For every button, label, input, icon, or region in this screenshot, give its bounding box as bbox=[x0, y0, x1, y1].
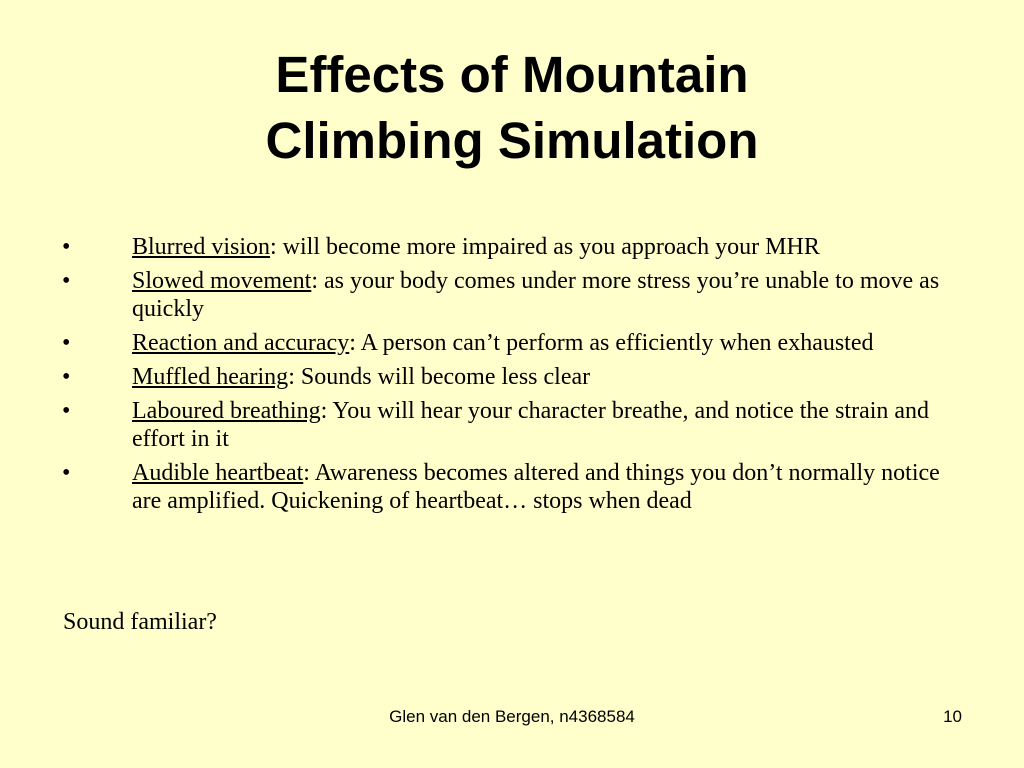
closing-question: Sound familiar? bbox=[63, 609, 217, 635]
page-number: 10 bbox=[943, 707, 962, 726]
bullet-icon: • bbox=[62, 398, 71, 424]
bullet-icon: • bbox=[62, 364, 71, 390]
list-item bbox=[62, 233, 962, 261]
effect-description: : will become more impaired as you approach your MHR bbox=[270, 234, 820, 260]
effect-term: Muffled hearing bbox=[132, 364, 289, 390]
title-line-2: Climbing Simulation bbox=[265, 112, 759, 169]
effect-description: : You will hear your character breathe, and notice the strain and effort in it bbox=[132, 398, 930, 452]
effect-description: : Awareness becomes altered and things you don’t normally notice are amplified. Quickening of heartbeat… stops when dead bbox=[132, 460, 940, 514]
effect-term: Reaction and accuracy bbox=[132, 330, 350, 356]
effect-term: Audible heartbeat bbox=[132, 460, 304, 486]
bullet-icon: • bbox=[62, 330, 71, 356]
slide-title bbox=[62, 42, 962, 174]
bullet-icon: • bbox=[62, 268, 71, 294]
list-item bbox=[62, 459, 962, 515]
effect-term: Laboured breathing bbox=[132, 398, 321, 424]
list-item bbox=[62, 397, 962, 453]
bullet-icon: • bbox=[62, 234, 71, 260]
effect-description: : A person can’t perform as efficiently when exhausted bbox=[349, 330, 874, 356]
effect-description: : as your body comes under more stress you’re unable to move as quickly bbox=[132, 268, 940, 322]
list-item bbox=[62, 267, 962, 323]
effect-term: Slowed movement bbox=[132, 268, 312, 294]
list-item bbox=[62, 329, 962, 357]
effect-term: Blurred vision bbox=[132, 234, 270, 260]
effect-description: : Sounds will become less clear bbox=[288, 364, 591, 390]
list-item bbox=[62, 363, 962, 391]
footer-author: Glen van den Bergen, n4368584 bbox=[389, 707, 635, 726]
effects-list bbox=[62, 233, 962, 521]
title-line-1: Effects of Mountain bbox=[275, 46, 749, 103]
bullet-icon: • bbox=[62, 460, 71, 486]
